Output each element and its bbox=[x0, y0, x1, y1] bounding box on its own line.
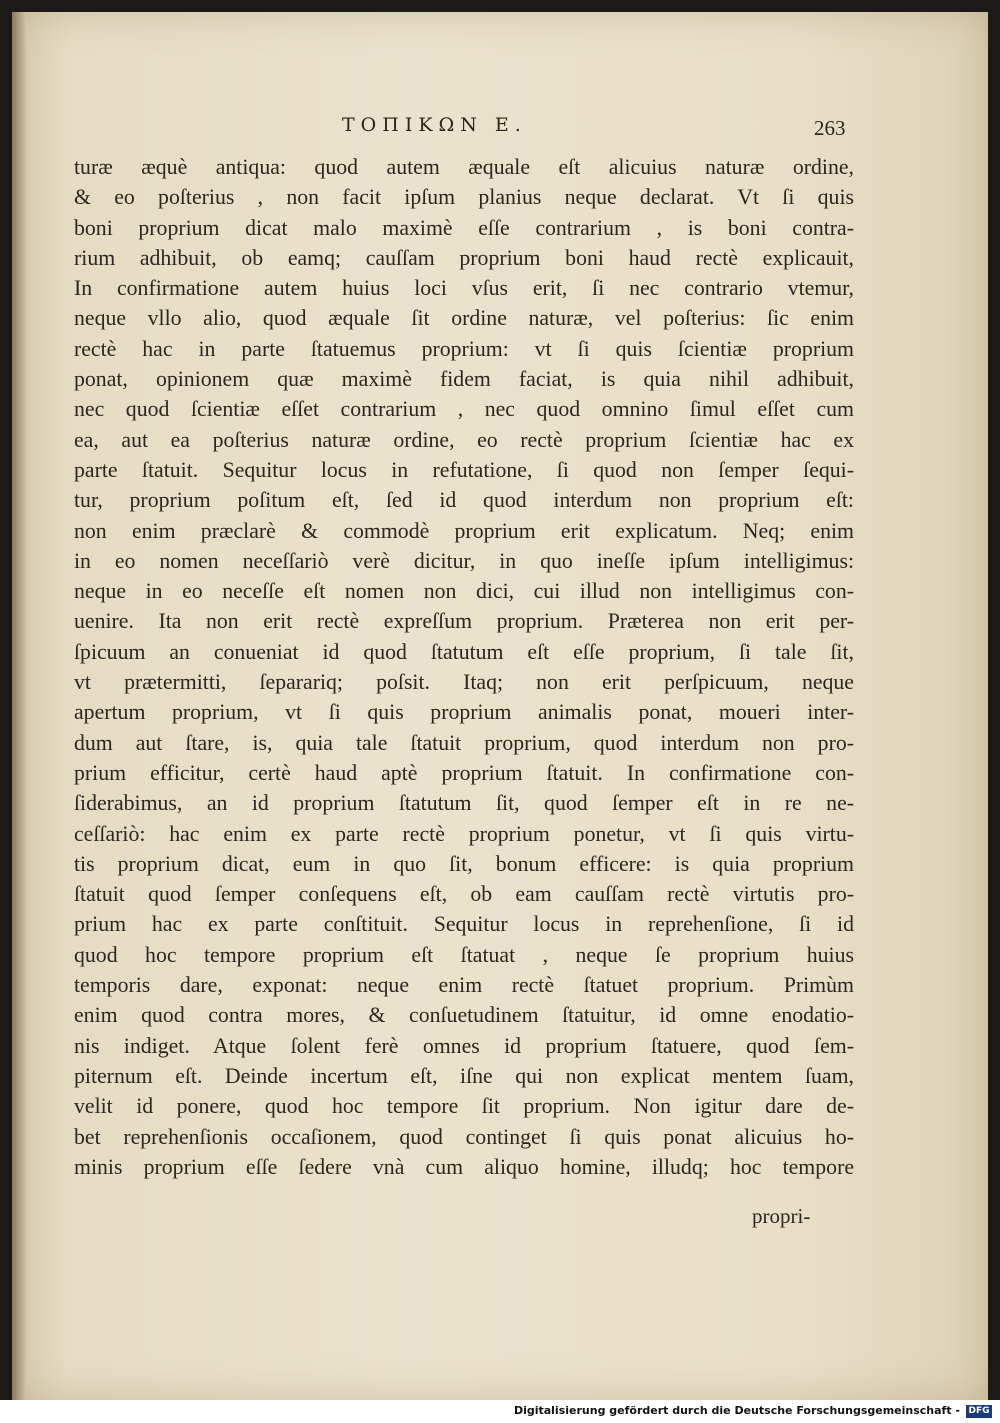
dfg-logo: DFG bbox=[966, 1405, 992, 1418]
text-line: tis proprium dicat, eum in quo ſit, bonum efficere: is quia proprium bbox=[74, 851, 854, 876]
text-line: rectè hac in parte ſtatuemus proprium: vt ſi quis ſcientiæ proprium bbox=[74, 336, 854, 361]
text-line: temporis dare, exponat: neque enim rectè ſtatuet proprium. Primùm bbox=[74, 973, 854, 998]
text-line: prium hac ex parte conſtituit. Sequitur locus in reprehenſione, ſi id bbox=[74, 912, 854, 937]
text-line: non enim præclarè & commodè proprium erit explicatum. Neq; enim bbox=[74, 518, 854, 543]
text-line: nis indiget. Atque ſolent ferè omnes id proprium ſtatuere, quod ſem- bbox=[74, 1033, 854, 1058]
text-line: dum aut ſtare, is, quia tale ſtatuit proprium, quod interdum non pro- bbox=[74, 730, 854, 755]
text-line: vt prætermitti, ſeparariq; poſsit. Itaq; non erit perſpicuum, neque bbox=[74, 670, 854, 695]
text-line: ceſſariò: hac enim ex parte rectè proprium ponetur, vt ſi quis virtu- bbox=[74, 821, 854, 846]
text-line: rium adhibuit, ob eamq; cauſſam proprium boni haud rectè explicauit, bbox=[74, 245, 854, 270]
text-line: & eo poſterius , non facit ipſum planius neque declarat. Vt ſi quis bbox=[74, 185, 854, 210]
text-line: neque vllo alio, quod æquale ſit ordine naturæ, vel poſterius: ſic enim bbox=[74, 306, 854, 331]
page-header bbox=[12, 114, 988, 144]
text-line: ea, aut ea poſterius naturæ ordine, eo rectè proprium ſcientiæ hac ex bbox=[74, 427, 854, 452]
text-line: ſtatuit quod ſemper conſequens eſt, ob eam cauſſam rectè virtutis pro- bbox=[74, 882, 854, 907]
text-line: nec quod ſcientiæ eſſet contrarium , nec quod omnino ſimul eſſet cum bbox=[74, 397, 854, 422]
text-line: quod hoc tempore proprium eſt ſtatuat , neque ſe proprium huius bbox=[74, 942, 854, 967]
running-title: ΤΟΠΙΚΩΝ Ε. bbox=[342, 114, 527, 136]
page-gutter bbox=[12, 12, 26, 1400]
text-line: In confirmatione autem huius loci vſus erit, ſi nec contrario vtemur, bbox=[74, 276, 854, 301]
text-line: ponat, opinionem quæ maximè fidem faciat, is quia nihil adhibuit, bbox=[74, 367, 854, 392]
text-line: parte ſtatuit. Sequitur locus in refutatione, ſi quod non ſemper ſequi- bbox=[74, 457, 854, 482]
text-line: uenire. Ita non erit rectè expreſſum proprium. Præterea non erit per- bbox=[74, 609, 854, 634]
text-line: prium efficitur, certè haud aptè proprium ſtatuit. In confirmatione con- bbox=[74, 760, 854, 785]
catchword: propri- bbox=[752, 1204, 811, 1228]
text-line: turæ æquè antiqua: quod autem æquale eſt alicuius naturæ ordine, bbox=[74, 155, 854, 179]
text-line: in eo nomen neceſſariò verè dicitur, in quo ineſſe ipſum intelligimus: bbox=[74, 548, 854, 573]
text-line: tur, proprium poſitum eſt, ſed id quod interdum non proprium eſt: bbox=[74, 488, 854, 513]
text-line: boni proprium dicat malo maximè eſſe contrarium , is boni contra- bbox=[74, 215, 854, 240]
text-line: enim quod contra mores, & conſuetudinem ſtatuitur, id omne enodatio- bbox=[74, 1003, 854, 1028]
book-page bbox=[12, 12, 988, 1400]
text-line: ſpicuum an conueniat id quod ſtatutum eſt eſſe proprium, ſi tale ſit, bbox=[74, 639, 854, 664]
text-line: minis proprium eſſe ſedere vnà cum aliquo homine, illudq; hoc tempore bbox=[74, 1154, 854, 1179]
text-line: velit id ponere, quod hoc tempore ſit proprium. Non igitur dare de- bbox=[74, 1094, 854, 1119]
funding-notice: Digitalisierung gefördert durch die Deutsche Forschungsgemeinschaft - bbox=[513, 1404, 960, 1417]
text-line: piternum eſt. Deinde incertum eſt, iſne qui non explicat mentem ſuam, bbox=[74, 1063, 854, 1088]
footer-bar bbox=[0, 1400, 1000, 1423]
text-line: ſiderabimus, an id proprium ſtatutum ſit, quod ſemper eſt in re ne- bbox=[74, 791, 854, 816]
text-line: neque in eo neceſſe eſt nomen non dici, cui illud non intelligimus con- bbox=[74, 579, 854, 604]
text-line: apertum proprium, vt ſi quis proprium animalis ponat, moueri inter- bbox=[74, 700, 854, 725]
page-number: 263 bbox=[814, 116, 846, 140]
body-text bbox=[74, 152, 854, 1182]
text-line: bet reprehenſionis occaſionem, quod continget ſi quis ponat alicuius ho- bbox=[74, 1124, 854, 1149]
